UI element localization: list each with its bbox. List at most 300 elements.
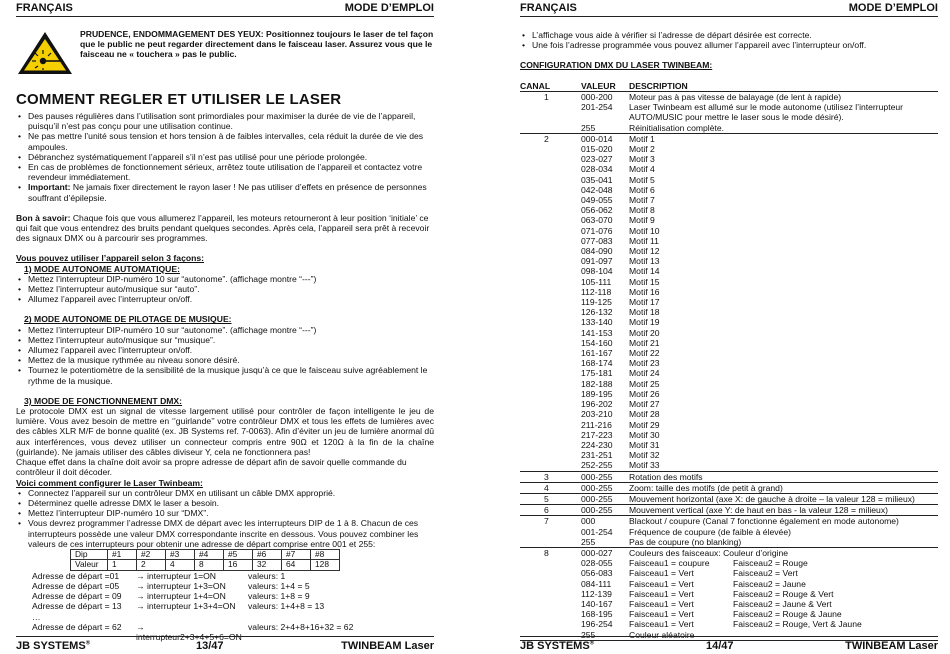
address-row [32,612,434,622]
beam2-color: Faisceau2 = Jaune [733,578,806,589]
left-page [16,0,434,654]
address-row [32,601,434,611]
section-heading: COMMENT REGLER ET UTILISER LE LASER [16,91,342,108]
list-item: • Ne pas mettre l’unité sous tension et hors tension à de faibles intervalles, cela réduit la durée de vie des ampoules. [16,131,434,151]
dmx-description: Motif 18 [629,307,660,318]
table-cell: 8 [195,560,224,570]
list-item: • En cas de problèmes de fonctionnement sérieux, arrêtez toute utilisation de l’appareil et contactez votre revendeur immédiatement. [16,162,434,182]
table-cell: 16 [224,560,253,570]
dmx-config-title: CONFIGURATION DMX DU LASER TWINBEAM: [520,60,713,71]
table-row [581,164,938,174]
channel-group [520,92,938,134]
dmx-paragraph: Le protocole DMX est un signal de vitesse largement utilisé pour contrôler de façon intelligente le jeu de lumière. Vous avez besoin de mettre en ‘’guirlande’’ votre contrôleur DMX et tous les effets de lumières avec des câbles XLR M/F de bonne qualité (ex. JB Systems ref. 7-0063). Afin d’éviter un jeu de lumière anormal dû aux interférences, vous devez utiliser un connecteur compris entre 90Ω et 120Ω à la fin de la chaîne (guirlande). Ne jamais utiliser des câbles diviseur Y, cela ne fonctionnera pas! [16,406,434,457]
mode1-list [16,274,434,305]
ways-title: Vous pouvez utiliser l’appareil selon 3 façons: [16,253,204,264]
dmx-value: 000-255 [581,493,613,504]
dmx-description: Motif 12 [629,246,660,257]
list-item: • Mettez l’interrupteur DIP-numéro 10 sur “autonome”. (affichage montre “---”) [16,274,434,284]
address-switches: → interrupteur 1+4=ON [136,591,226,602]
dmx-description: Rotation des motifs [629,471,703,482]
header-language: FRANÇAIS [16,2,73,14]
dmx-description [629,589,938,599]
page-header [16,2,434,17]
dmx-value: 154-160 [581,337,613,348]
dmx-description: Motif 22 [629,348,660,359]
table-row [581,409,938,419]
channel-number: 5 [544,493,549,504]
table-cell: #8 [311,549,340,559]
dmx-value: 042-048 [581,184,613,195]
dmx-value: 211-216 [581,419,612,430]
beam2-color: Faisceau2 = Vert [733,568,798,579]
dip-table [70,549,340,571]
usage-bullets [16,111,434,203]
table-row [581,358,938,368]
dmx-description: Motif 24 [629,368,660,379]
table-row [581,494,938,504]
page-footer [16,636,434,652]
dmx-description: Motif 25 [629,378,660,389]
dmx-description [629,579,938,589]
dmx-description: Motif 17 [629,297,660,308]
header-title: MODE D’EMPLOI [848,2,938,14]
list-item: • Allumez l’appareil avec l’interrupteur on/off. [16,345,434,355]
dmx-description: Réinitialisation complète. [629,122,725,133]
table-row [581,483,938,493]
beam1-color: Faisceau1 = Vert [629,568,694,579]
address-sum: valeurs: 1 [248,570,286,581]
table-cell: #1 [108,549,137,559]
laser-warning-icon [16,30,74,76]
table-cell: 128 [311,560,340,570]
table-row [581,505,938,515]
list-item: • Allumez l’appareil avec l’interrupteur on/off. [16,294,434,304]
dmx-value: 084-090 [581,246,613,257]
dmx-description: Couleurs des faisceaux: Couleur d’origine [629,547,789,558]
beam2-color: Faisceau2 = Jaune & Vert [733,598,832,609]
dmx-value: 056-062 [581,205,613,216]
dmx-value: 084-111 [581,578,612,589]
footer-brand [16,639,90,654]
list-item: • Mettez de la musique rythmée au niveau sonore désiré. [16,355,434,365]
table-row [581,619,938,629]
beam2-color: Faisceau2 = Rouge & Vert [733,588,834,599]
table-cell: #4 [195,549,224,559]
dmx-description: Motif 15 [629,276,660,287]
dmx-value: 028-055 [581,558,613,569]
table-row [581,420,938,430]
beam2-color: Faisceau2 = Rouge & Jaune [733,609,842,620]
address-row [32,591,434,601]
dmx-value: 001-254 [581,526,613,537]
address-sum: valeurs: 1+4+8 = 13 [248,601,325,612]
channel-group [520,516,938,548]
address-switches: → interrupteur2+3+4+5+6=ON [136,621,242,642]
address-value: Adresse de départ = 13 [32,601,122,612]
table-row [581,548,938,558]
dmx-value: 112-118 [581,286,612,297]
list-item: • Mettez l’interrupteur DIP-numéro 10 sur “autonome”. (affichage montre “---”) [16,325,434,335]
dmx-description: Motif 23 [629,358,660,369]
important-text: Ne jamais fixer directement le rayon laser ! Ne pas utiliser d’effets en présence de personnes souffrant d’épilepsie. [28,182,427,203]
good-to-know [16,213,434,244]
table-row [581,297,938,307]
channel-number: 8 [544,547,549,558]
laser-warning [16,28,434,76]
dmx-value: 203-210 [581,409,613,420]
beam1-color: Faisceau1 = Vert [629,598,694,609]
table-row [581,379,938,389]
table-row [581,472,938,482]
page-header [520,2,938,17]
dmx-description [629,558,938,568]
dmx-value: 255 [581,629,596,640]
dmx-value: 175-181 [581,368,613,379]
address-value: Adresse de départ =05 [32,580,120,591]
table-row [581,460,938,470]
list-item: • Connectez l’appareil sur un contrôleur DMX en utilisant un câble DMX approprié. [16,488,434,498]
list-item: • L’affichage vous aide à vérifier si l’adresse de départ désirée est correcte. [520,30,938,40]
channel-group [520,548,938,641]
address-row [32,581,434,591]
dmx-value: 077-083 [581,235,613,246]
table-row [581,527,938,537]
table-row [581,568,938,578]
warning-lead: PRUDENCE, ENDOMMAGEMENT DES YEUX: [80,29,264,39]
dmx-description: Motif 16 [629,286,660,297]
table-cell: #3 [166,549,195,559]
table-row [581,609,938,619]
list-item: • Déterminez quelle adresse DMX le laser a besoin. [16,498,434,508]
beam2-color: Faisceau2 = Rouge, Vert & Jaune [733,619,862,630]
address-ellipsis: … [32,611,41,622]
table-row [581,348,938,358]
table-row [581,338,938,348]
table-cell: Valeur [71,560,108,570]
table-row [581,558,938,568]
table-cell: #6 [253,549,282,559]
dmx-value: 091-097 [581,256,613,267]
table-row [581,537,938,547]
channel-number: 3 [544,471,549,482]
dmx-description: Motif 19 [629,317,660,328]
dmx-value: 224-230 [581,439,613,450]
table-cell: #2 [137,549,166,559]
dmx-value: 000-255 [581,471,613,482]
beam1-color: Faisceau1 = Vert [629,588,694,599]
channel-group [520,134,938,472]
channel-number: 7 [544,516,549,527]
usage-notes [16,111,434,642]
table-row [581,430,938,440]
dmx-value: 168-195 [581,609,613,620]
address-sum: valeurs: 1+4 = 5 [248,580,310,591]
dmx-description: Laser Twinbeam est allumé sur le mode autonome (utilisez l’interrupteur [629,102,904,113]
dmx-description: Motif 7 [629,195,655,206]
page-footer [520,636,938,652]
dmx-description: Fréquence de coupure (de faible à élevée) [629,526,791,537]
dmx-value: 056-083 [581,568,613,579]
dmx-description: Zoom: taille des motifs (de petit à grand) [629,482,783,493]
warning-text [80,29,434,60]
table-row [581,236,938,246]
table-row [581,389,938,399]
config-list [16,488,434,549]
registered-mark: ® [85,640,91,647]
channel-group [520,472,938,483]
dmx-value: 119-125 [581,297,612,308]
table-row [581,287,938,297]
dmx-value: 196-254 [581,619,613,630]
list-item: • Mettez l’interrupteur auto/musique sur “auto”. [16,284,434,294]
dmx-description: Motif 6 [629,184,655,195]
dmx-description: Pas de coupure (no blanking) [629,536,742,547]
dmx-value: 035-041 [581,174,613,185]
channel-group [520,483,938,494]
list-item: • Mettez l’interrupteur auto/musique sur “musique”. [16,335,434,345]
dmx-description: Couleur aléatoire [629,629,695,640]
dmx-value: 189-195 [581,388,613,399]
dmx-description: Motif 33 [629,460,660,471]
address-value: Adresse de départ =01 [32,570,120,581]
dip-row [71,549,340,559]
dmx-description [629,568,938,578]
table-row [581,123,938,133]
dmx-description [629,599,938,609]
address-switches: → interrupteur 1=ON [136,570,217,581]
table-row [581,516,938,526]
header-title: MODE D’EMPLOI [344,2,434,14]
table-cell: 32 [253,560,282,570]
dmx-description: Mouvement vertical (axe Y: de haut en bas - la valeur 128 = milieux) [629,505,888,516]
table-row [581,317,938,327]
address-value: Adresse de départ = 62 [32,621,122,632]
table-row [581,368,938,378]
list-item: • Tournez le potentiomètre de la sensibilité de la musique jusqu’à ce que le faisceau suive agréablement le rythme de la musique. [16,365,434,385]
dmx-value: 023-027 [581,154,613,165]
dmx-value [581,112,629,122]
table-row [581,277,938,287]
address-examples [16,571,434,642]
dmx-description: Motif 14 [629,266,660,277]
mode2-list [16,325,434,386]
beam1-color: Faisceau1 = coupure [629,558,710,569]
dmx-value: 182-188 [581,378,613,389]
table-cell: 64 [282,560,311,570]
address-switches: → interrupteur 1+3+4=ON [136,601,236,612]
table-row [581,195,938,205]
dmx-description: Motif 30 [629,429,660,440]
registered-mark: ® [589,640,595,647]
dmx-description: Motif 26 [629,388,660,399]
footer-product: TWINBEAM Laser [845,640,938,652]
dmx-value: 255 [581,536,596,547]
footer-page-number: 14/47 [706,640,734,652]
table-row [581,589,938,599]
channel-number: 4 [544,482,549,493]
dmx-value: 049-055 [581,195,613,206]
dmx-value: 255 [581,122,596,133]
dmx-description: Motif 3 [629,154,655,165]
table-row [581,102,938,112]
col-valeur: VALEUR [581,81,616,91]
dmx-description: AUTO/MUSIC pour mettre le laser sous le mode désiré). [629,112,844,123]
mode3-title: 3) MODE DE FONCTIONNEMENT DMX: [24,395,183,406]
dmx-description: Motif 20 [629,327,660,338]
table-row [581,307,938,317]
dmx-value: 028-034 [581,164,613,175]
address-value: Adresse de départ = 09 [32,591,122,602]
dmx-description: Motif 27 [629,399,660,410]
table-row [581,328,938,338]
dmx-description: Motif 8 [629,205,655,216]
dmx-value: 015-020 [581,144,613,155]
dmx-value: 168-174 [581,358,613,369]
channel-group [520,494,938,505]
dmx-description: Blackout / coupure (Canal 7 fonctionne également en mode autonome) [629,516,899,527]
dmx-description: Motif 5 [629,174,655,185]
list-item: • Vous devrez programmer l’adresse DMX de départ avec les interrupteurs DIP de 1 à 8. Chacun de ces interrupteurs possède une valeur DMX correspondante inscrite en dessous. Vous pouvez combiner les valeurs de ces interrupteurs pour obtenir une adresse de départ comprise entre 001 et 255: [16,518,434,549]
dmx-value: 098-104 [581,266,613,277]
dmx-channel-table [520,91,938,641]
table-cell: #7 [282,549,311,559]
dmx-description: Motif 31 [629,439,660,450]
good-to-know-text: Chaque fois que vous allumerez l’appareil, les moteurs retourneront à leur position ‘initiale’ ce qui fait que vous entendrez des bruits pendant quelques secondes. Après cela, l’appareil sera prêt à recevoir des signaux DMX ou à parcourir ses programmes. [16,212,430,244]
dmx-value: 071-076 [581,225,613,236]
dmx-description: Motif 11 [629,235,659,246]
address-row [32,571,434,581]
dmx-description: Motif 21 [629,337,660,348]
header-language: FRANÇAIS [520,2,577,14]
table-row [581,450,938,460]
important-label: Important: [28,182,71,193]
dmx-description: Mouvement horizontal (axe X: de gauche à droite – la valeur 128 = milieux) [629,493,915,504]
dmx-description [629,609,938,619]
dmx-value: 140-167 [581,598,613,609]
good-to-know-label: Bon à savoir: [16,212,71,223]
dmx-description [629,619,938,629]
channel-number: 6 [544,505,549,516]
table-row [581,205,938,215]
table-row [581,226,938,236]
brand-name: JB SYSTEMS [16,640,86,652]
dmx-value: 000 [581,516,596,527]
table-row [581,215,938,225]
dmx-value: 201-254 [581,102,613,113]
dmx-value: 141-153 [581,327,613,338]
dmx-description: Motif 4 [629,164,655,175]
col-description: DESCRIPTION [629,81,688,91]
table-row [581,599,938,609]
table-row [581,134,938,144]
table-cell: 1 [108,560,137,570]
dmx-value: 105-111 [581,276,612,287]
list-item: • Une fois l’adresse programmée vous pouvez allumer l’appareil avec l’interrupteur on/off. [520,40,938,50]
table-row [581,112,938,122]
table-row [581,399,938,409]
dmx-value: 231-251 [581,450,613,461]
brand-name: JB SYSTEMS [520,640,590,652]
dmx-value: 252-255 [581,460,613,471]
table-row [581,175,938,185]
table-cell: Dip [71,549,108,559]
display-bullets [520,30,938,50]
address-sum: valeurs: 1+8 = 9 [248,591,310,602]
dmx-description: Motif 28 [629,409,660,420]
valeur-row [71,560,340,570]
dmx-description: Motif 2 [629,144,655,155]
table-row [581,144,938,154]
dmx-description: Motif 13 [629,256,660,267]
dmx-paragraph-2: Chaque effet dans la chaîne doit avoir sa propre adresse de départ afin de savoir quelle commande du contrôleur il doit décoder. [16,457,407,478]
address-switches: → interrupteur 1+3=ON [136,580,226,591]
address-sum: valeurs: 2+4+8+16+32 = 62 [248,621,354,632]
dmx-value: 000-014 [581,133,613,144]
table-row [581,256,938,266]
channel-number: 1 [544,92,549,102]
dmx-value: 196-202 [581,399,613,410]
dmx-value: 063-070 [581,215,613,226]
dmx-description: Motif 32 [629,450,660,461]
table-row [581,246,938,256]
table-row [581,154,938,164]
dmx-description: Moteur pas à pas vitesse de balayage (de lent à rapide) [629,92,842,102]
dmx-value: 000-027 [581,547,613,558]
footer-brand [520,639,594,654]
dmx-description: Motif 1 [629,133,655,144]
table-row [581,92,938,102]
warning-body: Positionnez toujours le laser de tel façon que le public ne peut regarder directement dans le faisceau laser. Assurez vous que le faisceau ne « touchera » pas le public. [80,29,434,60]
beam1-color: Faisceau1 = Vert [629,609,694,620]
table-row [581,440,938,450]
dmx-value: 112-139 [581,588,612,599]
channel-group [520,505,938,516]
dmx-description: Motif 9 [629,215,655,226]
beam1-color: Faisceau1 = Vert [629,578,694,589]
list-item [16,182,434,202]
channel-number: 2 [544,133,549,144]
dmx-description: Motif 10 [629,225,660,236]
footer-product: TWINBEAM Laser [341,640,434,652]
config-title: Voici comment configurer le Laser Twinbeam: [16,477,203,488]
table-cell: 2 [137,560,166,570]
footer-page-number: 13/47 [196,640,224,652]
dmx-value: 217-223 [581,429,613,440]
table-row [581,266,938,276]
display-notes [520,30,938,71]
list-item: • Mettez l’interrupteur DIP-numéro 10 sur “DMX”. [16,508,434,518]
table-row [581,185,938,195]
list-item: • Débranchez systématiquement l’appareil s’il n’est pas utilisé pour une période prolongée. [16,152,434,162]
dmx-value: 000-255 [581,482,613,493]
table-cell: #5 [224,549,253,559]
right-page [520,0,938,654]
dmx-value: 000-200 [581,92,613,102]
table-cell: 4 [166,560,195,570]
mode1-title: 1) MODE AUTONOME AUTOMATIQUE: [24,263,180,274]
dmx-value: 126-132 [581,307,613,318]
dmx-description: Motif 29 [629,419,660,430]
beam1-color: Faisceau1 = Vert [629,619,694,630]
col-canal: CANAL [520,81,551,91]
mode2-title: 2) MODE AUTONOME DE PILOTAGE DE MUSIQUE: [24,314,232,325]
beam2-color: Faisceau2 = Rouge [733,558,808,569]
table-row [581,579,938,589]
list-item: • Des pauses régulières dans l’utilisation sont primordiales pour maximiser la durée de vie de l’appareil, puisqu’il n’est pas conçu pour une utilisation continue. [16,111,434,131]
dmx-value: 000-255 [581,505,613,516]
dmx-value: 133-140 [581,317,613,328]
dmx-value: 161-167 [581,348,613,359]
